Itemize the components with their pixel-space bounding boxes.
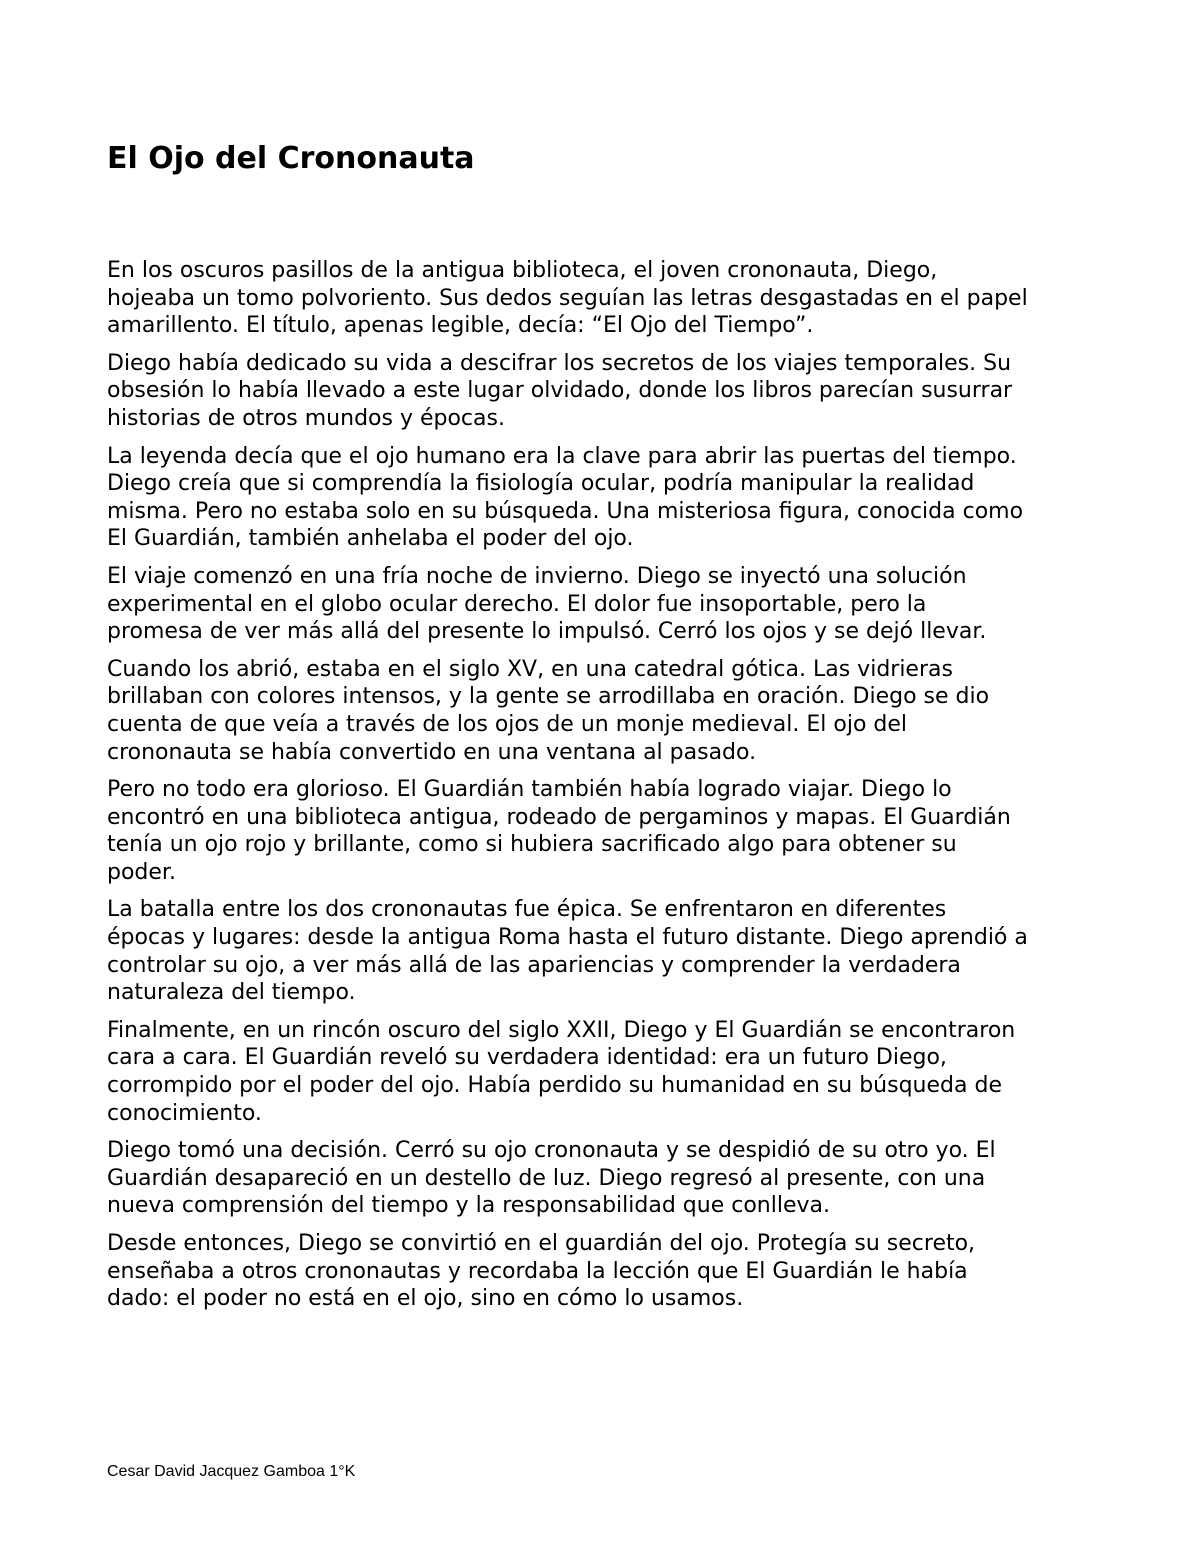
text-line: En los oscuros pasillos de la antigua biblioteca, el joven crononauta, Diego, (107, 258, 938, 283)
text-line: Desde entonces, Diego se convirtió en el guardián del ojo. Protegía su secreto, (107, 1231, 976, 1256)
text-line: controlar su ojo, a ver más allá de las apariencias y comprender la verdadera (107, 952, 961, 978)
text-line: El viaje comenzó en una fría noche de invierno. Diego se inyectó una solución (107, 563, 967, 589)
text-line: enseñaba a otros crononautas y recordaba la lección que El Guardián le había (107, 1258, 968, 1284)
text-line: Diego había dedicado su vida a descifrar los secretos de los viajes temporales. Su (107, 350, 1012, 376)
paragraph (107, 1230, 1107, 1313)
paragraph (107, 563, 1107, 646)
text-line: La batalla entre los dos crononautas fue épica. Se enfrentaron en diferentes (107, 897, 947, 923)
text-line: hojeaba un tomo polvoriento. Sus dedos seguían las letras desgastadas en el papel (107, 285, 1028, 311)
text-line: cuenta de que veía a través de los ojos de un monje medieval. El ojo del (107, 711, 908, 737)
text-line: El Guardián, también anhelaba el poder del ojo. (107, 526, 634, 552)
text-line: encontró en una biblioteca antigua, rodeado de pergaminos y mapas. El Guardián (107, 804, 1011, 830)
paragraph (107, 776, 1107, 886)
text-line: historias de otros mundos y épocas. (107, 405, 505, 431)
text-line: brillaban con colores intensos, y la gente se arrodillaba en oración. Diego se dio (107, 684, 990, 710)
text-line: dado: el poder no está en el ojo, sino en cómo lo usamos. (107, 1286, 744, 1312)
text-line: promesa de ver más allá del presente lo impulsó. Cerró los ojos y se dejó llevar. (107, 619, 987, 645)
text-line: naturaleza del tiempo. (107, 980, 356, 1006)
text-line: Diego creía que si comprendía la fisiología ocular, podría manipular la realidad (107, 471, 975, 497)
paragraph (107, 1017, 1107, 1127)
document-title: El Ojo del Crononauta (107, 141, 475, 176)
text-line: tenía un ojo rojo y brillante, como si hubiera sacrificado algo para obtener su (107, 832, 957, 858)
paragraph (107, 896, 1107, 1006)
text-line: Pero no todo era glorioso. El Guardián también había logrado viajar. Diego lo (107, 777, 952, 803)
paragraph (107, 443, 1107, 553)
text-line: Cuando los abrió, estaba en el siglo XV, en una catedral gótica. Las vidrieras (107, 656, 953, 682)
text-line: misma. Pero no estaba solo en su búsqueda. Una misteriosa figura, conocida como (107, 498, 1024, 524)
text-line: cara a cara. El Guardián reveló su verdadera identidad: era un futuro Diego, (107, 1045, 947, 1071)
text-line: crononauta se había convertido en una ventana al pasado. (107, 739, 757, 765)
footer-author: Cesar David Jacquez Gamboa 1°K (107, 1463, 356, 1480)
text-line: La leyenda decía que el ojo humano era la clave para abrir las puertas del tiempo. (107, 443, 1017, 469)
text-line: experimental en el globo ocular derecho. El dolor fue insoportable, pero la (107, 591, 927, 617)
text-line: Finalmente, en un rincón oscuro del siglo XXII, Diego y El Guardián se encontraron (107, 1017, 1016, 1043)
paragraph (107, 350, 1107, 433)
text-line: amarillento. El título, apenas legible, decía: “El Ojo del Tiempo”. (107, 313, 814, 339)
paragraph (107, 1137, 1107, 1220)
text-line: conocimiento. (107, 1100, 262, 1126)
paragraph (107, 656, 1107, 766)
text-line: nueva comprensión del tiempo y la responsabilidad que conlleva. (107, 1193, 830, 1219)
text-line: Guardián desapareció en un destello de luz. Diego regresó al presente, con una (107, 1165, 986, 1191)
text-line: poder. (107, 859, 176, 885)
paragraph (107, 257, 1107, 340)
text-line: obsesión lo había llevado a este lugar olvidado, donde los libros parecían susurrar (107, 378, 1013, 404)
text-line: épocas y lugares: desde la antigua Roma hasta el futuro distante. Diego aprendió a (107, 925, 1028, 951)
text-line: Diego tomó una decisión. Cerró su ojo crononauta y se despidió de su otro yo. El (107, 1138, 996, 1164)
text-line: corrompido por el poder del ojo. Había perdido su humanidad en su búsqueda de (107, 1073, 1002, 1099)
document-body (107, 257, 1107, 1323)
